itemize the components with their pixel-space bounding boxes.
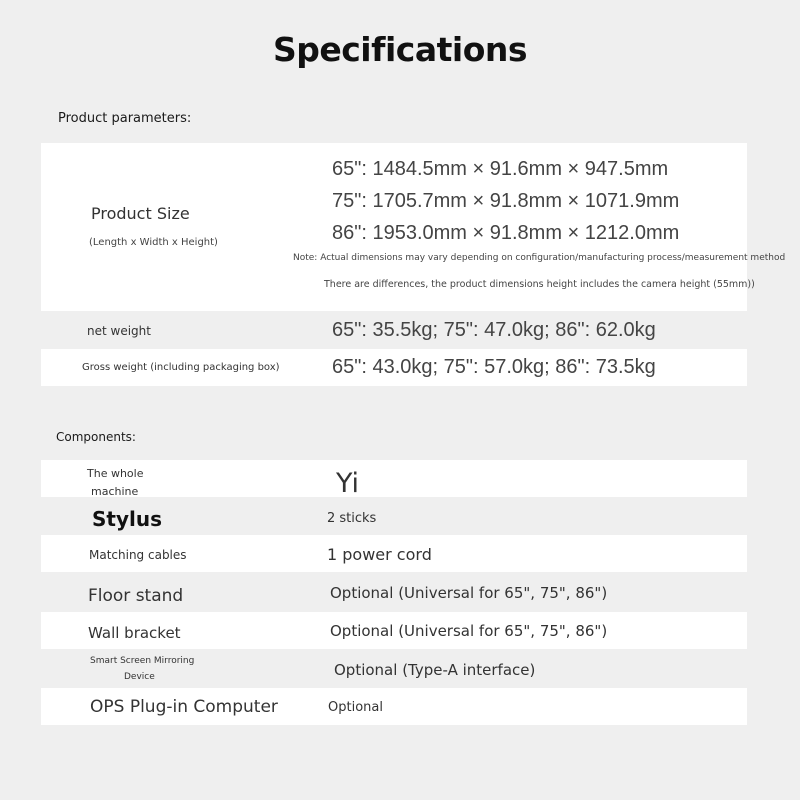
component-row-wall-bracket <box>41 612 747 649</box>
size-line-65: 65": 1484.5mm × 91.6mm × 947.5mm <box>332 158 669 180</box>
gross-weight-value: 65": 43.0kg; 75": 57.0kg; 86": 73.5kg <box>332 356 656 378</box>
component-row-ops-computer <box>41 688 747 725</box>
component-row-whole-machine <box>41 460 747 497</box>
component-label: Wall bracket <box>88 624 181 642</box>
components-heading: Components: <box>56 430 136 444</box>
component-label: Matching cables <box>89 548 187 562</box>
component-label-line2: Device <box>124 672 155 682</box>
component-value: Optional <box>328 700 383 715</box>
gross-weight-row <box>41 349 747 386</box>
size-line-86: 86": 1953.0mm × 91.8mm × 1212.0mm <box>332 222 680 244</box>
component-value: 1 power cord <box>327 545 432 564</box>
net-weight-value: 65": 35.5kg; 75": 47.0kg; 86": 62.0kg <box>332 319 656 341</box>
component-row-stylus <box>41 497 747 534</box>
component-label: Stylus <box>92 507 162 531</box>
product-size-sublabel: (Length x Width x Height) <box>89 237 218 248</box>
component-row-mirroring-device <box>41 650 747 687</box>
size-line-75: 75": 1705.7mm × 91.8mm × 1071.9mm <box>332 190 680 212</box>
product-size-label: Product Size <box>91 204 190 223</box>
net-weight-label: net weight <box>87 324 151 338</box>
component-value: 2 sticks <box>327 511 377 526</box>
page-title: Specifications <box>272 30 528 69</box>
component-row-cables <box>41 535 747 572</box>
gross-weight-label: Gross weight (including packaging box) <box>82 362 280 373</box>
size-note-line1: Note: Actual dimensions may vary depending on configuration/manufacturing process/measurement method <box>293 253 786 263</box>
component-label-line2: machine <box>91 485 139 498</box>
component-label: Floor stand <box>88 586 184 606</box>
component-value: Yi <box>336 468 360 499</box>
size-note-line2: There are differences, the product dimensions height includes the camera height (55mm)) <box>324 279 755 290</box>
component-value: Optional (Universal for 65", 75", 86") <box>330 622 608 640</box>
component-label-line1: Smart Screen Mirroring <box>90 656 195 666</box>
component-label-line1: The whole <box>87 467 144 480</box>
product-size-row <box>41 143 786 311</box>
component-value: Optional (Universal for 65", 75", 86") <box>330 584 608 602</box>
product-parameters-heading: Product parameters: <box>58 111 192 126</box>
component-label: OPS Plug-in Computer <box>90 697 278 717</box>
net-weight-row <box>41 312 747 348</box>
component-value: Optional (Type-A interface) <box>334 661 536 679</box>
component-row-floor-stand <box>41 573 747 611</box>
